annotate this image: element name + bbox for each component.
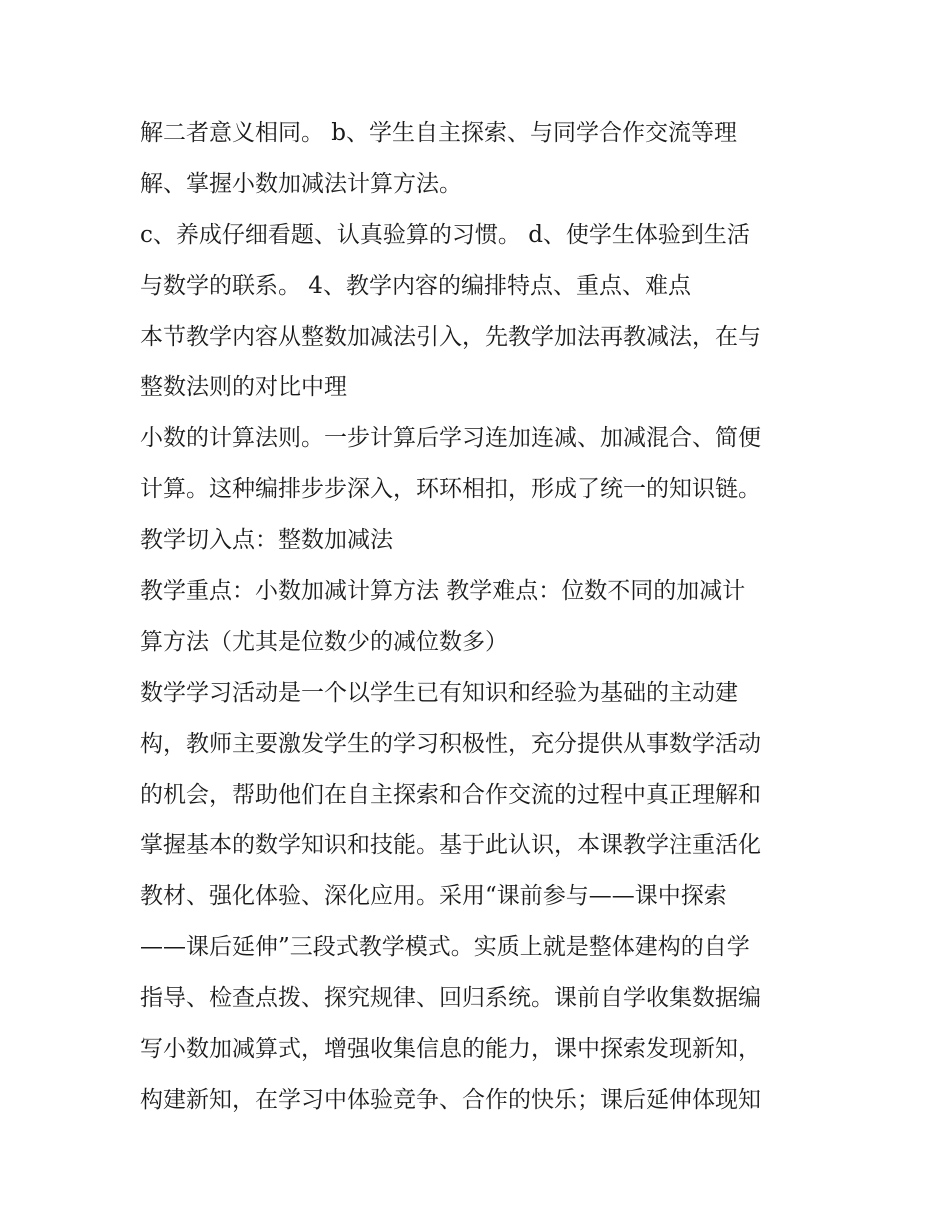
text-line: 本节教学内容从整数加减法引入，先教学加法再教减法，在与 [140,323,761,350]
text-line: ——课后延伸”三段式教学模式。实质上就是整体建构的自学 [140,934,750,961]
text-line: 教材、强化体验、深化应用。采用“课前参与——课中探索 [140,883,727,910]
text-line: 教学切入点：整数加减法 [140,527,393,554]
body-text [140,108,830,1126]
text-line: c、养成仔细看题、认真验算的习惯。 d、使学生体验到生活 [140,221,750,248]
text-line: 计算。这种编排步步深入，环环相扣，形成了统一的知识链。 [140,476,761,503]
text-line: 教学重点：小数加减计算方法 教学难点：位数不同的加减计 [140,578,746,605]
text-line: 整数法则的对比中理 [140,374,347,401]
text-line: 构，教师主要激发学生的学习积极性，充分提供从事数学活动 [140,730,761,757]
text-line: 数学学习活动是一个以学生已有知识和经验为基础的主动建 [140,679,738,706]
text-line: 掌握基本的数学知识和技能。基于此认识，本课教学注重活化 [140,832,761,859]
text-line: 小数的计算法则。一步计算后学习连加连减、加减混合、简便 [140,425,761,452]
text-line: 构建新知，在学习中体验竞争、合作的快乐；课后延伸体现知 [140,1086,761,1113]
text-line: 解、掌握小数加减法计算方法。 [140,170,462,197]
text-line: 算方法（尤其是位数少的减位数多） [140,628,508,655]
text-line: 的机会，帮助他们在自主探索和合作交流的过程中真正理解和 [140,781,761,808]
text-line: 写小数加减算式，增强收集信息的能力，课中探索发现新知， [140,1036,761,1063]
text-line: 解二者意义相同。 b、学生自主探索、与同学合作交流等理 [140,120,738,146]
text-line: 指导、检查点拨、探究规律、回归系统。课前自学收集数据编 [140,985,761,1012]
text-line: 与数学的联系。 4、教学内容的编排特点、重点、难点 [140,272,691,299]
